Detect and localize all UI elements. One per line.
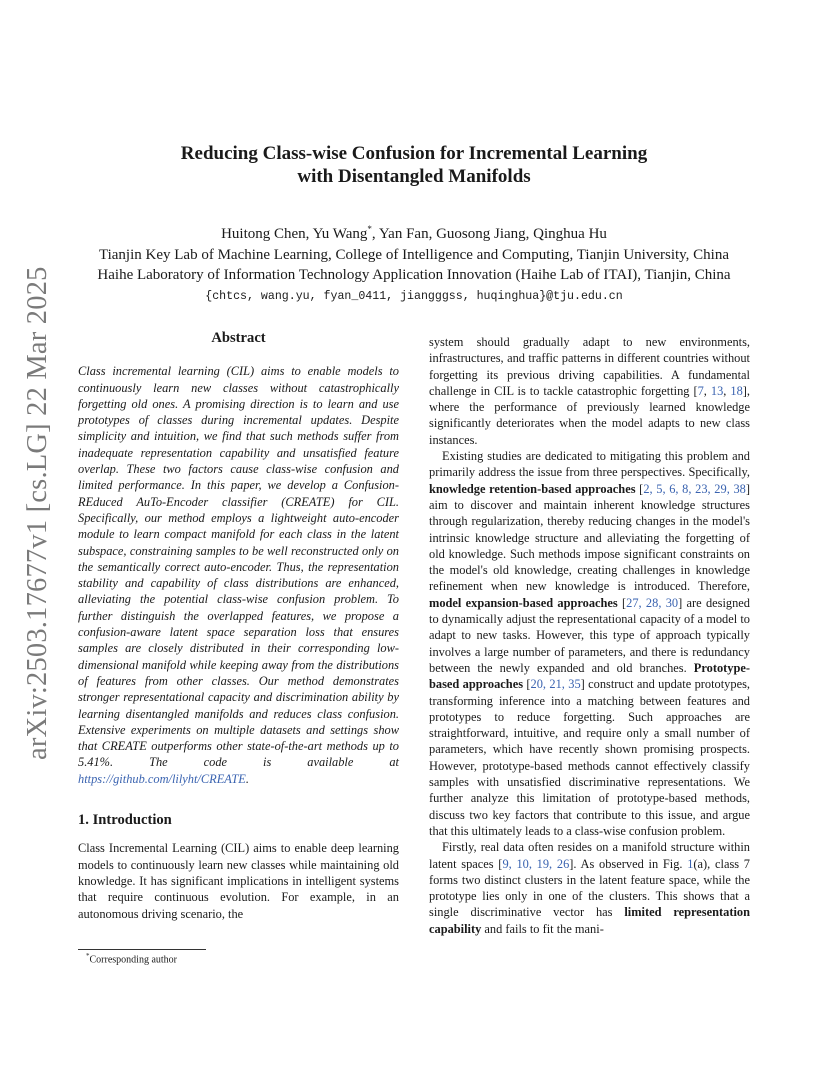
citation-link[interactable]: 7 [697,383,704,398]
citation-link[interactable]: 18 [730,383,743,398]
text-span: (a), class 7 forms two distinct clusters in the latent feature space, while the prototype lies only in one of the clusters. This shows that a single discriminative vector has [429,856,751,920]
author-block [0,219,828,307]
text-span: ]. As observed in Fig. [569,856,688,871]
citation-link[interactable]: 20, 21, 35 [530,677,581,692]
text-span: [ [523,677,531,692]
text-span: and fails to fit the mani- [481,921,604,936]
text-span: ], where the performance of previously learned knowledge significantly deteriorates when the model adapts to new class instances. [429,383,750,447]
text-span: , [703,383,711,398]
text-span: ] are designed to dynamically adjust the representational capacity of a model to adapt to new tasks. However, this type of approach typically involves a large number of parameters, and there is redundancy between the newly expanded and old branches. [429,595,750,675]
abstract-body: Class incremental learning (CIL) aims to enable models to continuously learn new classes without catastrophically forgetting old ones. A promising direction is to learn and use prototypes of classes during incremental updates. Despite simplicity and intuition, we find that such methods suffer from inadequate representation capability and unsatisfied feature overlap. These two factors cause class-wise confusion and limited performance. In this paper, we develop a Confusion-REduced AuTo-Encoder classifier (CREATE) for CIL. Specifically, our method employs a lightweight auto-encoder module to learn compact manifold for each class in the latent subspace, constraining samples to be well reconstructed only on the semantically correct auto-encoder. Thus, the representation stability and capability of class distributions are enhanced, alleviating the potential class-wise confusion problem. To further distinguish the overlapped features, we propose a confusion-aware latent space separation loss that ensures samples are closely distributed in their corresponding low-dimensional manifold while keeping away from the distributions of features from other classes. Our method demonstrates stronger representational capacity and discrimination ability by learning disentangled manifolds and reduces class confusion. Extensive experiments on multiple datasets and settings show that CREATE outperforms other state-of-the-art methods up to 5.41%. The code is available at [78,364,399,770]
title-line-2: with Disentangled Manifolds [297,166,531,187]
right-column [429,334,750,937]
introduction-paragraph-1: Class Incremental Learning (CIL) aims to enable deep learning models to continuously learn new classes while maintaining old knowledge. It has significant implications in intelligent systems that require continuous evolution. For example, in an autonomous driving scenario, the [78,841,399,921]
bold-term: knowledge retention-based approaches [429,481,636,496]
text-span: , [723,383,731,398]
existing-studies-paragraph [429,448,750,839]
firstly-paragraph [429,839,750,937]
abstract-text [78,363,399,787]
text-span: ] construct and update prototypes, transforming inference into a matching between features and prototypes to reduce forgetting. Such approaches are straightforward, intuitive, and require only a small number of parameters, which have recently shown promising prospects. However, prototype-based methods cannot effectively classify samples with unsatisfied discriminative representations. We further analyze this limitation of prototype-based methods, discuss two key factors that contribute to this issue, and argue that this ultimately leads to a class-wise confusion problem. [429,677,750,838]
text-span: [ [635,481,644,496]
authors-rest: , Yan Fan, Guosong Jiang, Qinghua Hu [371,226,607,242]
code-link[interactable]: https://github.com/lilyht/CREATE [78,771,246,786]
left-column [78,330,399,922]
footnote-divider [78,949,206,950]
citation-link[interactable]: 2, 5, 6, 8, 23, 29, 38 [643,481,746,496]
corresponding-mark: * [367,224,372,234]
abstract-heading: Abstract [211,330,266,346]
text-span: Existing studies are dedicated to mitigating this problem and primarily address the issue from three perspectives. Specifically, [429,449,750,480]
text-span: ] aim to discover and maintain inherent knowledge structures through regularization, thereby reducing changes in the model's intrinsic knowledge structure and alleviating the forgetting of old knowledge. Such methods impose significant constraints on the model's old knowledge, creating challenges in knowledge refinement when new knowledge is introduced. Therefore, [429,481,750,594]
abstract-end: . [245,771,249,786]
footnote-mark: * [86,952,90,960]
text-span: [ [617,595,627,610]
intro-continuation-paragraph [429,334,750,448]
authors-first: Huitong Chen, Yu Wang [221,226,368,242]
text-span: Firstly, real data often resides on a manifold structure within latent spaces [ [429,840,750,871]
author-emails: {chtcs, wang.yu, fyan_0411, jiangggss, huqinghua}@tju.edu.cn [205,289,623,303]
paper-title [0,142,828,188]
figure-ref-link[interactable]: 1 [687,856,694,871]
footnote-text: Corresponding author [89,954,177,966]
citation-link[interactable]: 9, 10, 19, 26 [502,856,570,871]
author-list [0,219,828,245]
bold-term: model expansion-based approaches [429,595,618,610]
footnote [86,952,177,965]
arxiv-identifier: arXiv:2503.17677v1 [cs.LG] 22 Mar 2025 [22,266,53,760]
citation-link[interactable]: 13 [710,383,724,398]
citation-link[interactable]: 27, 28, 30 [626,595,679,610]
affiliation-1: Tianjin Key Lab of Machine Learning, College of Intelligence and Computing, Tianjin University, China [98,246,730,263]
introduction-heading: 1. Introduction [78,812,172,829]
bold-term: limited representation capability [429,905,750,936]
title-line-1: Reducing Class-wise Confusion for Incremental Learning [180,143,648,164]
affiliation-2: Haihe Laboratory of Information Technology Application Innovation (Haihe Lab of ITAI), Tianjin, China [97,267,731,283]
text-span: system should gradually adapt to new environments, infrastructures, and traffic patterns in different countries without forgetting its previous driving capabilities. A fundamental challenge in CIL is to tackle catastrophic forgetting [ [429,335,750,398]
bold-term: Prototype-based approaches [429,660,750,692]
